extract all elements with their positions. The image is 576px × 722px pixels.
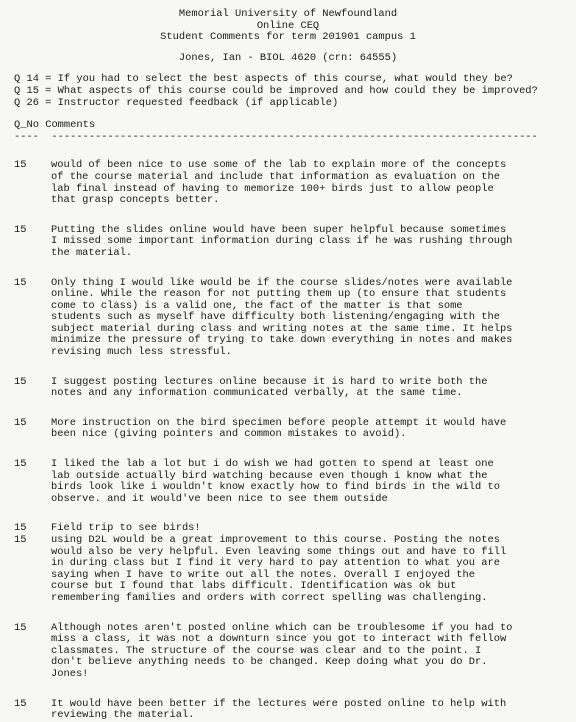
comment-text: More instruction on the bird specimen before people attempt it would have been nice (giving pointers and common mistakes to avoid). <box>51 416 507 441</box>
comment-text: Only thing I would like would be if the course slides/notes were available online. While the reason for not putting them up (to ensure that students come to class) is a valid one, the fact of the matter is that some students such as myself have difficulty both listening/engaging with the subject material during class and writing notes at the same time. It helps minimize the pressure of trying to take down everything in notes and makes revising much less stressful. <box>51 276 513 359</box>
course-info: Jones, Ian - BIOL 4620 (crn: 64555) <box>178 51 398 64</box>
comment-row <box>0 225 576 260</box>
comment-text: would of been nice to use some of the lab to explain more of the concepts of the course material and include that information as evaluation on the lab final instead of having to memorize 100+ birds just to allow people that grasp concepts better. <box>51 159 507 207</box>
comment-text: using D2L would be a great improvement to this course. Posting the notes would also be very helpful. Even leaving some things out and have to fill in during class but I find it very hard to pay attention to what you are saying when I have to write out all the notes. Overall I enjoyed the course but I found that labs difficult. Identification was ok but remembering families and orders with correct spelling was challenging. <box>51 534 507 604</box>
question-14: Q 14 = If you had to select the best aspects of this course, what would they be? <box>14 73 513 86</box>
qno-column-label: Q_No <box>14 119 39 132</box>
report-type: Online CEQ <box>256 19 320 32</box>
comment-row <box>0 160 576 206</box>
comment-qno: 15 <box>14 223 27 236</box>
comment-row <box>0 699 576 722</box>
comment-text: It would have been better if the lectures were posted online to help with reviewing the material. <box>51 697 507 722</box>
comments-column-label: Comments <box>45 119 96 132</box>
report-header <box>0 0 576 64</box>
comment-qno: 15 <box>14 697 27 710</box>
comment-qno: 15 <box>14 522 27 535</box>
comment-text: I liked the lab a lot but i do wish we had gotten to spend at least one lab outside actually bird watching because even though i know what the birds look like i wouldn't know exactly how to find birds in the wild to observe. and it would've been nice to see them outside <box>51 458 500 505</box>
comment-text: I suggest posting lectures online because it is hard to write both the notes and any information communicated verbally, at the same time. <box>51 375 488 400</box>
comment-qno: 15 <box>14 534 27 546</box>
comment-qno: 15 <box>14 416 27 429</box>
comment-text: Although notes aren't posted online which can be troublesome if you had to miss a class, it was not a downturn since you got to interact with fellow classmates. The structure of the course was clear and to the point. I don't believe anything needs to be changed. Keep doing what you do Dr. Jones! <box>51 621 513 680</box>
report-title: Student Comments for term 201901 campus 1 <box>160 31 416 44</box>
comment-row <box>0 623 576 681</box>
comment-list <box>0 160 576 721</box>
question-legend <box>0 74 576 109</box>
university-name: Memorial University of Newfoundland <box>178 8 398 20</box>
column-rule: ---- ------------------------------------------------------------------------------ <box>14 131 538 143</box>
comment-qno: 15 <box>14 458 27 471</box>
question-15: Q 15 = What aspects of this course could be improved and how could they be improved? <box>14 84 538 97</box>
comment-qno: 15 <box>14 276 27 289</box>
column-header <box>0 120 576 132</box>
comment-qno: 15 <box>14 375 27 388</box>
comment-text: Field trip to see birds! <box>51 522 201 535</box>
comment-row <box>0 377 576 400</box>
comment-text: Putting the slides online would have been super helpful because sometimes I missed some important information during class if he was rushing through the material. <box>51 223 513 259</box>
comment-row <box>0 459 576 505</box>
comment-row <box>0 418 576 441</box>
comment-qno: 15 <box>14 621 27 634</box>
comment-qno: 15 <box>14 159 27 172</box>
comment-row <box>0 278 576 359</box>
comment-row <box>0 535 576 605</box>
question-26: Q 26 = Instructor requested feedback (if applicable) <box>14 96 339 109</box>
